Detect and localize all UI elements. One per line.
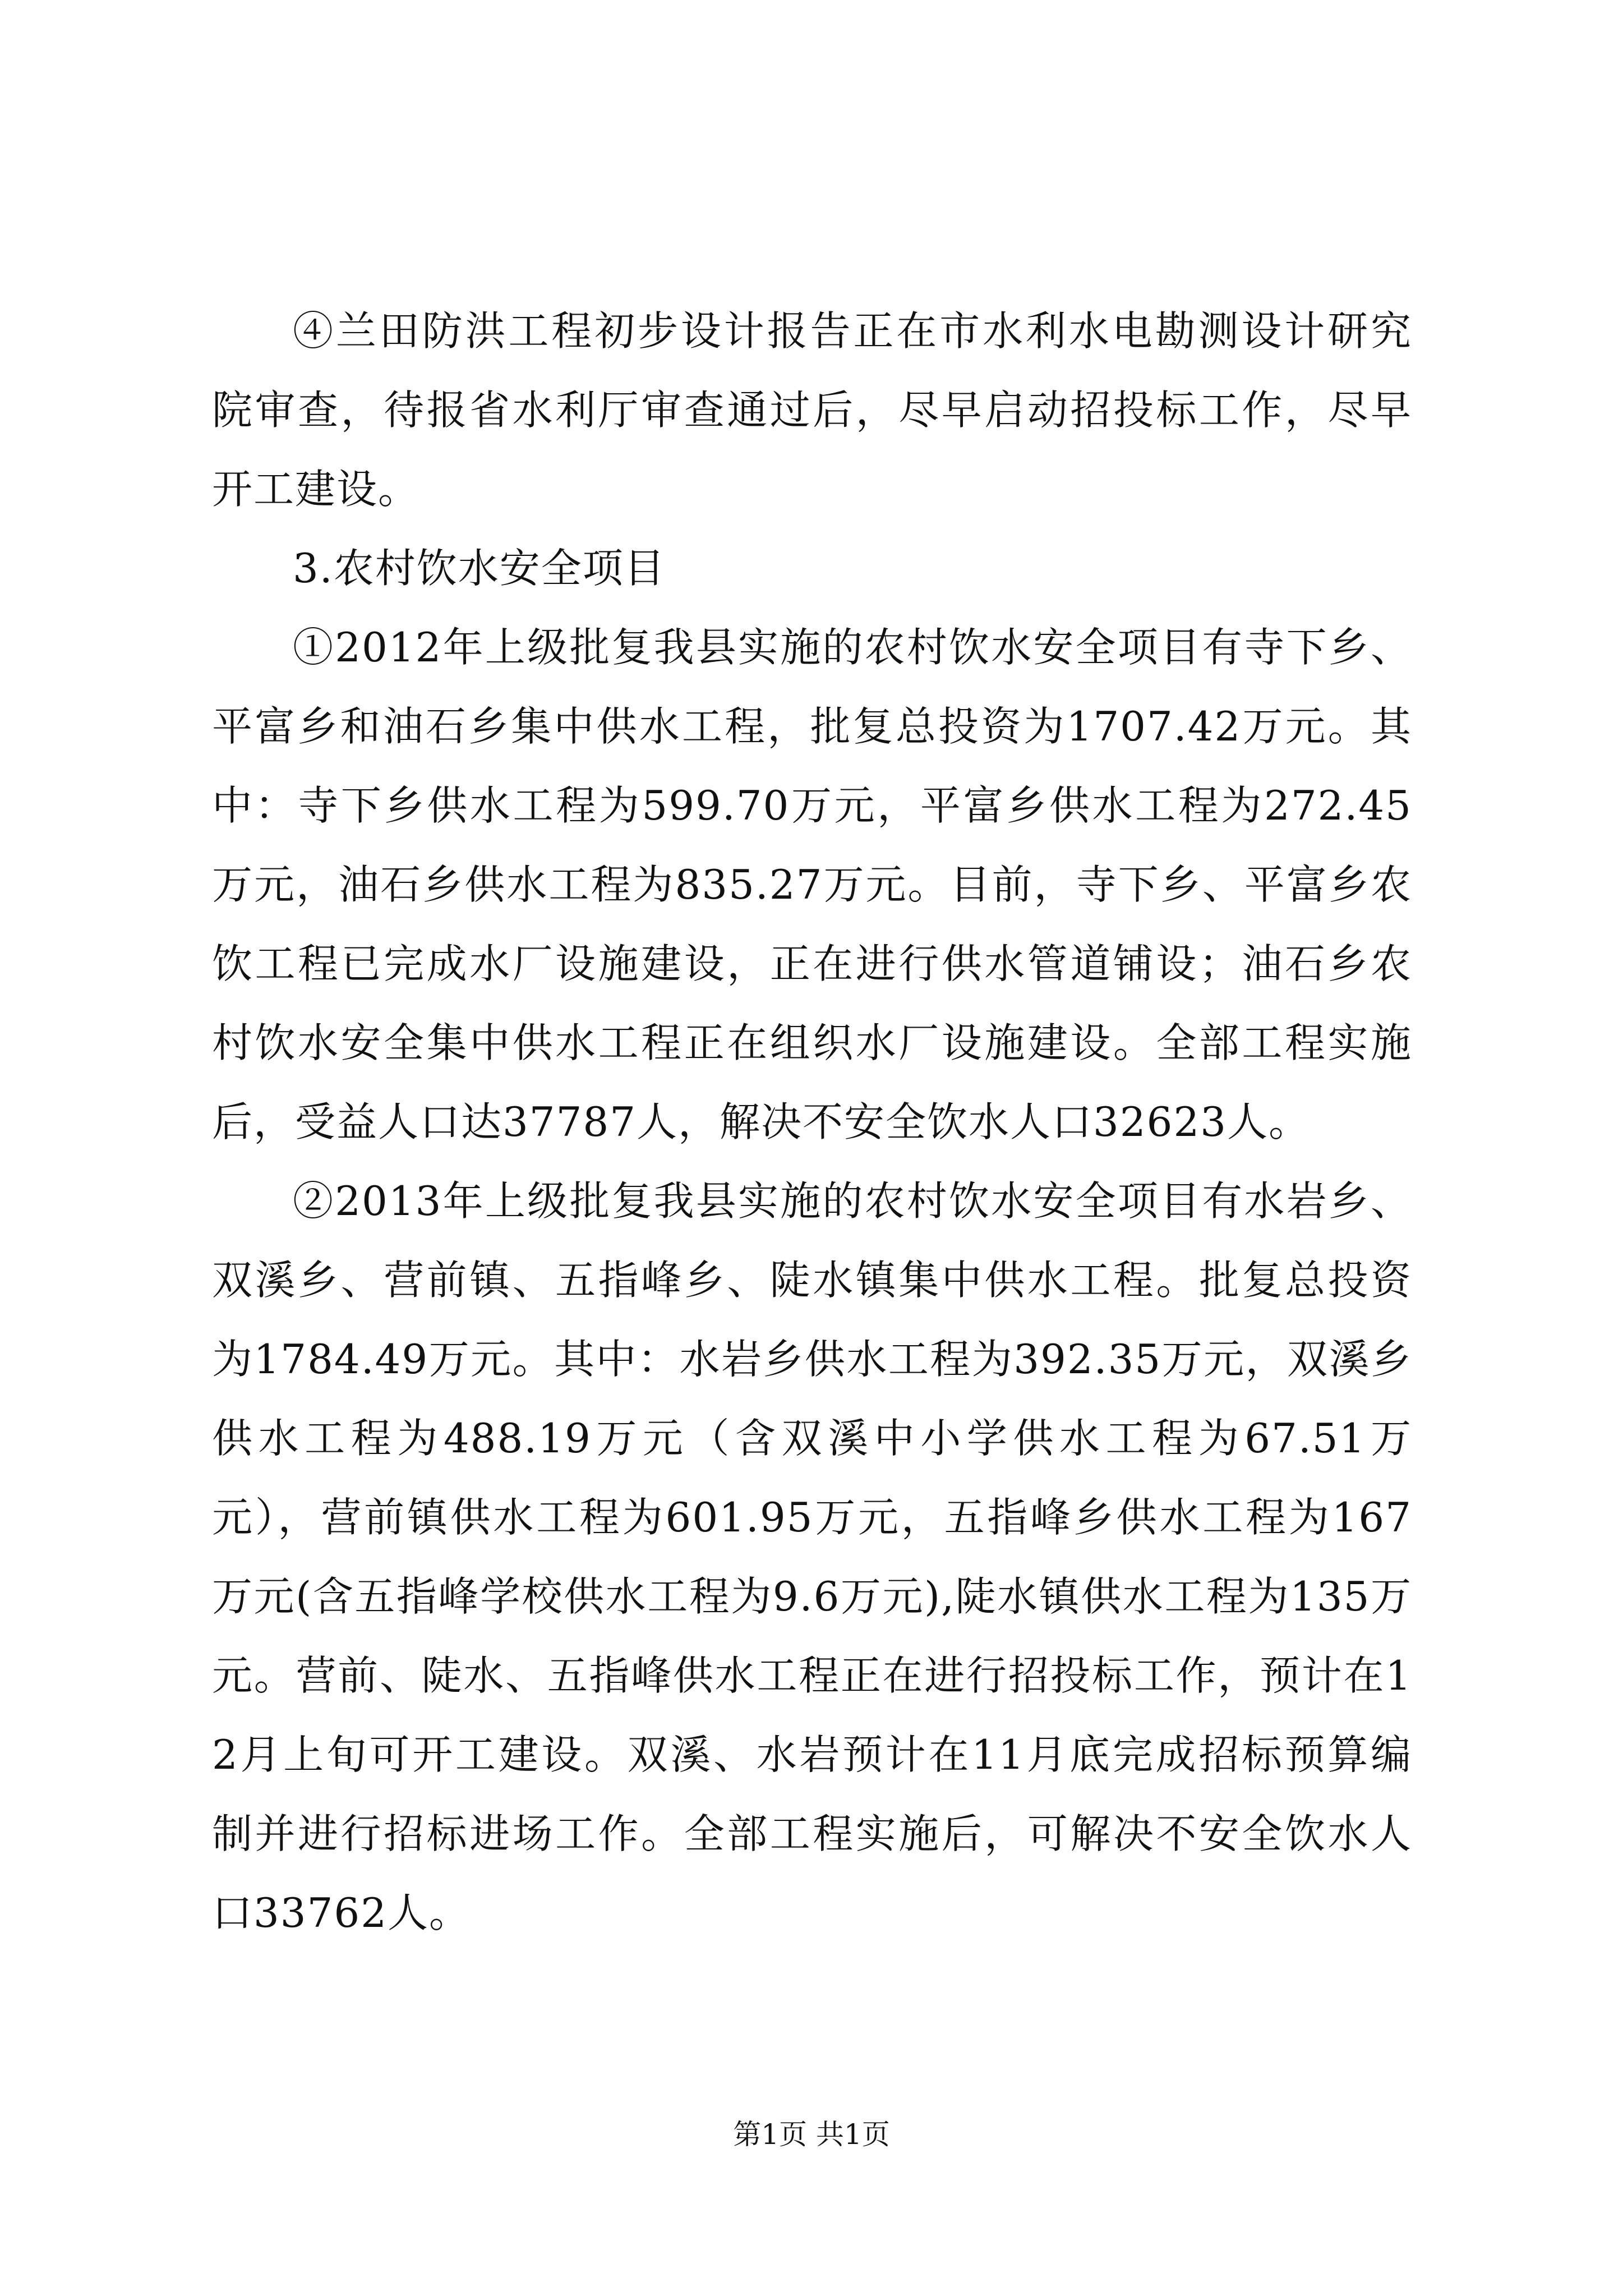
document-body bbox=[212, 292, 1412, 1953]
page-number-footer: 第1页 共1页 bbox=[733, 2118, 890, 2151]
section-heading-rural-water-safety: 3.农村饮水安全项目 bbox=[293, 545, 666, 592]
paragraph-lantian-flood-control: ④兰田防洪工程初步设计报告正在市水利水电勘测设计研究院审查，待报省水利厅审查通过后，尽早启动招投标工作，尽早开工建设。 bbox=[212, 307, 1412, 513]
paragraph-2012-water-project: ①2012年上级批复我县实施的农村饮水安全项目有寺下乡、平富乡和油石乡集中供水工程，批复总投资为1707.42万元。其中：寺下乡供水工程为599.70万元，平富乡供水工程为272.45万元，油石乡供水工程为835.27万元。目前，寺下乡、平富乡农饮工程已完成水厂设施建设，正在进行供水管道铺设；油石乡农村饮水安全集中供水工程正在组织水厂设施建设。全部工程实施后，受益人口达37787人，解决不安全饮水人口32623人。 bbox=[212, 624, 1412, 1145]
paragraph-2013-water-project: ②2013年上级批复我县实施的农村饮水安全项目有水岩乡、双溪乡、营前镇、五指峰乡、陡水镇集中供水工程。批复总投资为1784.49万元。其中：水岩乡供水工程为392.35万元，双溪乡供水工程为488.19万元（含双溪中小学供水工程为67.51万元），营前镇供水工程为601.95万元，五指峰乡供水工程为167万元(含五指峰学校供水工程为9.6万元),陡水镇供水工程为135万元。营前、陡水、五指峰供水工程正在进行招投标工作，预计在12月上旬可开工建设。双溪、水岩预计在11月底完成招标预算编制并进行招标进场工作。全部工程实施后，可解决不安全饮水人口33762人。 bbox=[212, 1177, 1412, 1936]
